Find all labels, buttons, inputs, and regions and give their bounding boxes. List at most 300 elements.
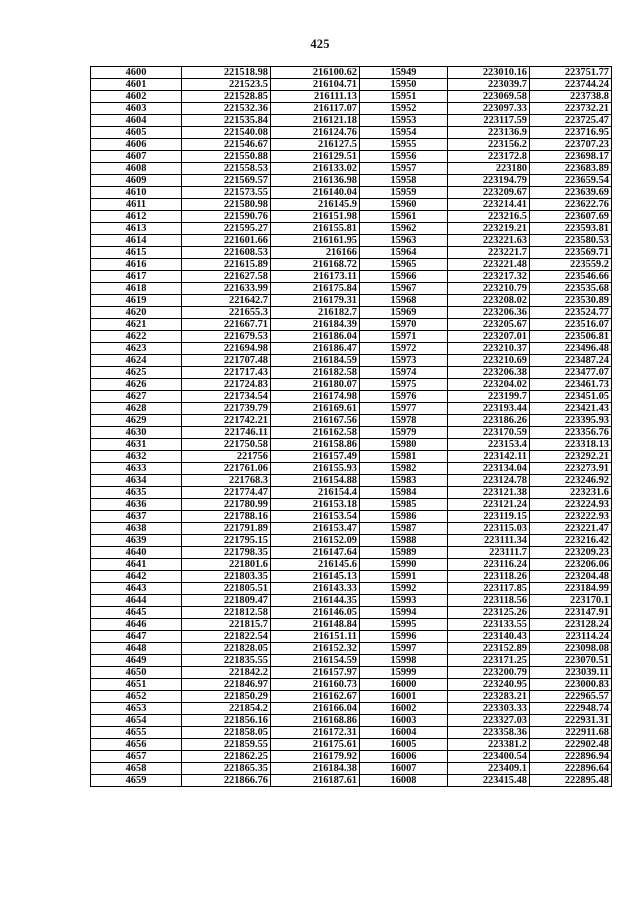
table-row <box>91 295 612 307</box>
table-cell-y-coordinate: 216117.07 <box>271 103 360 115</box>
table-cell-point-id: 15973 <box>360 355 448 367</box>
table-cell-point-id: 4612 <box>91 211 182 223</box>
table-row <box>91 583 612 595</box>
table-cell-x-coordinate: 223206.36 <box>448 307 530 319</box>
table-row <box>91 271 612 283</box>
table-cell-point-id: 15983 <box>360 475 448 487</box>
table-cell-y-coordinate: 216153.47 <box>271 523 360 535</box>
table-cell-point-id: 4605 <box>91 127 182 139</box>
table-cell-y-coordinate: 216154.59 <box>271 655 360 667</box>
table-cell-y-coordinate: 223698.17 <box>530 151 612 163</box>
table-cell-x-coordinate: 223153.4 <box>448 439 530 451</box>
table-row <box>91 427 612 439</box>
table-cell-x-coordinate: 221746.11 <box>182 427 271 439</box>
table-cell-x-coordinate: 221798.35 <box>182 547 271 559</box>
table-cell-x-coordinate: 221835.55 <box>182 655 271 667</box>
table-cell-x-coordinate: 221803.35 <box>182 571 271 583</box>
table-cell-point-id: 15974 <box>360 367 448 379</box>
table-cell-y-coordinate: 216179.31 <box>271 295 360 307</box>
table-cell-x-coordinate: 223069.58 <box>448 91 530 103</box>
table-row <box>91 223 612 235</box>
table-cell-y-coordinate: 222911.68 <box>530 727 612 739</box>
table-cell-x-coordinate: 223358.36 <box>448 727 530 739</box>
table-cell-y-coordinate: 216148.84 <box>271 619 360 631</box>
table-cell-point-id: 4608 <box>91 163 182 175</box>
table-cell-y-coordinate: 216136.98 <box>271 175 360 187</box>
table-cell-y-coordinate: 216179.92 <box>271 751 360 763</box>
table-row <box>91 319 612 331</box>
table-row <box>91 343 612 355</box>
table-row <box>91 307 612 319</box>
table-cell-y-coordinate: 223569.71 <box>530 247 612 259</box>
table-cell-point-id: 4627 <box>91 391 182 403</box>
table-cell-y-coordinate: 223147.91 <box>530 607 612 619</box>
table-cell-x-coordinate: 223115.03 <box>448 523 530 535</box>
table-cell-y-coordinate: 223039.11 <box>530 667 612 679</box>
table-cell-point-id: 15958 <box>360 175 448 187</box>
table-cell-x-coordinate: 223111.34 <box>448 535 530 547</box>
table-cell-point-id: 16007 <box>360 763 448 775</box>
table-cell-x-coordinate: 223171.25 <box>448 655 530 667</box>
table-cell-point-id: 15997 <box>360 643 448 655</box>
table-cell-y-coordinate: 216152.32 <box>271 643 360 655</box>
table-cell-point-id: 16001 <box>360 691 448 703</box>
table-row <box>91 775 612 787</box>
table-cell-point-id: 4611 <box>91 199 182 211</box>
table-cell-y-coordinate: 216121.18 <box>271 115 360 127</box>
table-row <box>91 391 612 403</box>
table-cell-point-id: 15978 <box>360 415 448 427</box>
table-cell-y-coordinate: 223216.42 <box>530 535 612 547</box>
table-cell-point-id: 4616 <box>91 259 182 271</box>
table-row <box>91 283 612 295</box>
table-cell-x-coordinate: 221707.48 <box>182 355 271 367</box>
table-cell-x-coordinate: 223381.2 <box>448 739 530 751</box>
table-cell-x-coordinate: 223303.33 <box>448 703 530 715</box>
table-cell-y-coordinate: 223206.06 <box>530 559 612 571</box>
table-cell-x-coordinate: 221768.3 <box>182 475 271 487</box>
table-row <box>91 703 612 715</box>
table-cell-x-coordinate: 223214.41 <box>448 199 530 211</box>
table-cell-point-id: 4613 <box>91 223 182 235</box>
table-cell-point-id: 16008 <box>360 775 448 787</box>
table-cell-x-coordinate: 221780.99 <box>182 499 271 511</box>
table-cell-x-coordinate: 223136.9 <box>448 127 530 139</box>
table-cell-y-coordinate: 216151.11 <box>271 631 360 643</box>
table-row <box>91 175 612 187</box>
table-cell-point-id: 4641 <box>91 559 182 571</box>
table-cell-point-id: 4610 <box>91 187 182 199</box>
table-cell-y-coordinate: 222896.94 <box>530 751 612 763</box>
table-cell-x-coordinate: 221550.88 <box>182 151 271 163</box>
table-cell-x-coordinate: 221750.58 <box>182 439 271 451</box>
table-cell-x-coordinate: 221608.53 <box>182 247 271 259</box>
table-cell-y-coordinate: 216162.58 <box>271 427 360 439</box>
table-cell-y-coordinate: 216173.11 <box>271 271 360 283</box>
table-cell-point-id: 16004 <box>360 727 448 739</box>
table-cell-point-id: 4600 <box>91 67 182 79</box>
table-row <box>91 451 612 463</box>
table-cell-x-coordinate: 221535.84 <box>182 115 271 127</box>
table-cell-point-id: 4623 <box>91 343 182 355</box>
table-cell-y-coordinate: 223231.6 <box>530 487 612 499</box>
table-cell-x-coordinate: 221558.53 <box>182 163 271 175</box>
table-cell-y-coordinate: 223716.95 <box>530 127 612 139</box>
table-row <box>91 403 612 415</box>
table-cell-x-coordinate: 221655.3 <box>182 307 271 319</box>
table-cell-point-id: 4618 <box>91 283 182 295</box>
table-cell-x-coordinate: 221742.21 <box>182 415 271 427</box>
table-cell-x-coordinate: 221569.57 <box>182 175 271 187</box>
table-cell-x-coordinate: 223156.2 <box>448 139 530 151</box>
table-cell-y-coordinate: 223622.76 <box>530 199 612 211</box>
table-cell-x-coordinate: 221601.66 <box>182 235 271 247</box>
table-cell-x-coordinate: 223121.38 <box>448 487 530 499</box>
table-cell-x-coordinate: 223134.04 <box>448 463 530 475</box>
table-cell-point-id: 4619 <box>91 295 182 307</box>
table-cell-point-id: 15967 <box>360 283 448 295</box>
table-cell-y-coordinate: 216186.04 <box>271 331 360 343</box>
table-cell-y-coordinate: 223170.1 <box>530 595 612 607</box>
table-cell-y-coordinate: 223751.77 <box>530 67 612 79</box>
table-cell-x-coordinate: 223217.32 <box>448 271 530 283</box>
table-cell-y-coordinate: 223725.47 <box>530 115 612 127</box>
table-cell-x-coordinate: 223117.85 <box>448 583 530 595</box>
table-row <box>91 571 612 583</box>
table-cell-y-coordinate: 223224.93 <box>530 499 612 511</box>
table-cell-point-id: 15957 <box>360 163 448 175</box>
table-cell-y-coordinate: 223516.07 <box>530 319 612 331</box>
table-cell-point-id: 15979 <box>360 427 448 439</box>
table-row <box>91 559 612 571</box>
table-cell-point-id: 4653 <box>91 703 182 715</box>
table-cell-point-id: 15985 <box>360 499 448 511</box>
table-row <box>91 643 612 655</box>
table-cell-x-coordinate: 221859.55 <box>182 739 271 751</box>
table-cell-point-id: 15955 <box>360 139 448 151</box>
table-row <box>91 619 612 631</box>
table-cell-x-coordinate: 223415.48 <box>448 775 530 787</box>
table-cell-y-coordinate: 223421.43 <box>530 403 612 415</box>
table-cell-x-coordinate: 223221.48 <box>448 259 530 271</box>
table-cell-x-coordinate: 223327.03 <box>448 715 530 727</box>
table-cell-point-id: 15954 <box>360 127 448 139</box>
table-cell-x-coordinate: 221739.79 <box>182 403 271 415</box>
table-cell-x-coordinate: 221809.47 <box>182 595 271 607</box>
table-cell-x-coordinate: 221828.05 <box>182 643 271 655</box>
table-cell-y-coordinate: 223683.89 <box>530 163 612 175</box>
table-row <box>91 727 612 739</box>
table-cell-point-id: 15990 <box>360 559 448 571</box>
table-cell-y-coordinate: 223461.73 <box>530 379 612 391</box>
table-cell-x-coordinate: 223119.15 <box>448 511 530 523</box>
table-cell-x-coordinate: 221540.08 <box>182 127 271 139</box>
table-cell-y-coordinate: 216166 <box>271 247 360 259</box>
table-row <box>91 535 612 547</box>
table-cell-x-coordinate: 221812.58 <box>182 607 271 619</box>
table-cell-point-id: 4609 <box>91 175 182 187</box>
table-cell-x-coordinate: 221850.29 <box>182 691 271 703</box>
table-row <box>91 547 612 559</box>
table-cell-x-coordinate: 223205.67 <box>448 319 530 331</box>
table-row <box>91 187 612 199</box>
table-cell-y-coordinate: 216153.54 <box>271 511 360 523</box>
table-cell-point-id: 4603 <box>91 103 182 115</box>
table-cell-x-coordinate: 221761.06 <box>182 463 271 475</box>
table-cell-y-coordinate: 223128.24 <box>530 619 612 631</box>
coordinates-table <box>90 66 612 787</box>
table-cell-y-coordinate: 223098.08 <box>530 643 612 655</box>
table-cell-point-id: 4655 <box>91 727 182 739</box>
table-cell-x-coordinate: 221734.54 <box>182 391 271 403</box>
table-cell-point-id: 15986 <box>360 511 448 523</box>
table-cell-point-id: 4602 <box>91 91 182 103</box>
table-row <box>91 679 612 691</box>
table-cell-y-coordinate: 223273.91 <box>530 463 612 475</box>
table-cell-y-coordinate: 222948.74 <box>530 703 612 715</box>
table-cell-y-coordinate: 216167.56 <box>271 415 360 427</box>
table-cell-x-coordinate: 221856.16 <box>182 715 271 727</box>
table-cell-point-id: 15949 <box>360 67 448 79</box>
table-cell-point-id: 4643 <box>91 583 182 595</box>
table-cell-x-coordinate: 221642.7 <box>182 295 271 307</box>
table-cell-x-coordinate: 221846.97 <box>182 679 271 691</box>
table-cell-y-coordinate: 216147.64 <box>271 547 360 559</box>
table-cell-y-coordinate: 223209.23 <box>530 547 612 559</box>
table-cell-y-coordinate: 222895.48 <box>530 775 612 787</box>
table-cell-point-id: 4607 <box>91 151 182 163</box>
table-cell-point-id: 4649 <box>91 655 182 667</box>
table-cell-x-coordinate: 221590.76 <box>182 211 271 223</box>
table-cell-y-coordinate: 216155.93 <box>271 463 360 475</box>
table-cell-y-coordinate: 223530.89 <box>530 295 612 307</box>
table-row <box>91 115 612 127</box>
table-cell-point-id: 4631 <box>91 439 182 451</box>
table-cell-point-id: 15998 <box>360 655 448 667</box>
table-cell-point-id: 15987 <box>360 523 448 535</box>
table-cell-x-coordinate: 221523.5 <box>182 79 271 91</box>
table-cell-point-id: 16005 <box>360 739 448 751</box>
table-cell-point-id: 15966 <box>360 271 448 283</box>
table-cell-point-id: 4633 <box>91 463 182 475</box>
table-cell-x-coordinate: 223170.59 <box>448 427 530 439</box>
table-row <box>91 595 612 607</box>
table-row <box>91 631 612 643</box>
table-row <box>91 415 612 427</box>
table-cell-y-coordinate: 223607.69 <box>530 211 612 223</box>
table-cell-point-id: 4626 <box>91 379 182 391</box>
table-cell-y-coordinate: 216104.71 <box>271 79 360 91</box>
table-row <box>91 91 612 103</box>
table-cell-y-coordinate: 216168.72 <box>271 259 360 271</box>
table-cell-x-coordinate: 223199.7 <box>448 391 530 403</box>
table-cell-y-coordinate: 216187.61 <box>271 775 360 787</box>
table-cell-y-coordinate: 216143.33 <box>271 583 360 595</box>
table-cell-y-coordinate: 216144.35 <box>271 595 360 607</box>
table-cell-y-coordinate: 223246.92 <box>530 475 612 487</box>
table-cell-x-coordinate: 221788.16 <box>182 511 271 523</box>
table-row <box>91 79 612 91</box>
table-cell-x-coordinate: 223140.43 <box>448 631 530 643</box>
table-cell-y-coordinate: 223000.83 <box>530 679 612 691</box>
table-row <box>91 151 612 163</box>
table-cell-point-id: 15952 <box>360 103 448 115</box>
table-cell-x-coordinate: 223180 <box>448 163 530 175</box>
table-row <box>91 763 612 775</box>
table-cell-y-coordinate: 223732.21 <box>530 103 612 115</box>
table-cell-point-id: 15993 <box>360 595 448 607</box>
table-cell-x-coordinate: 223210.69 <box>448 355 530 367</box>
table-cell-point-id: 4606 <box>91 139 182 151</box>
table-cell-x-coordinate: 221865.35 <box>182 763 271 775</box>
table-cell-y-coordinate: 223639.69 <box>530 187 612 199</box>
table-row <box>91 523 612 535</box>
table-cell-y-coordinate: 223659.54 <box>530 175 612 187</box>
table-cell-y-coordinate: 223451.05 <box>530 391 612 403</box>
table-cell-point-id: 4620 <box>91 307 182 319</box>
table-cell-y-coordinate: 216133.02 <box>271 163 360 175</box>
table-cell-x-coordinate: 223142.11 <box>448 451 530 463</box>
table-cell-point-id: 4617 <box>91 271 182 283</box>
table-cell-x-coordinate: 223400.54 <box>448 751 530 763</box>
table-cell-y-coordinate: 223292.21 <box>530 451 612 463</box>
table-cell-x-coordinate: 221791.89 <box>182 523 271 535</box>
table-cell-x-coordinate: 223210.79 <box>448 283 530 295</box>
table-cell-point-id: 4635 <box>91 487 182 499</box>
table-cell-point-id: 15963 <box>360 235 448 247</box>
table-cell-point-id: 15980 <box>360 439 448 451</box>
table-cell-y-coordinate: 223477.07 <box>530 367 612 379</box>
table-cell-y-coordinate: 216175.61 <box>271 739 360 751</box>
table-cell-point-id: 15999 <box>360 667 448 679</box>
table-cell-point-id: 4644 <box>91 595 182 607</box>
table-cell-x-coordinate: 221858.05 <box>182 727 271 739</box>
table-cell-x-coordinate: 223210.37 <box>448 343 530 355</box>
table-cell-y-coordinate: 216145.13 <box>271 571 360 583</box>
table-cell-x-coordinate: 221756 <box>182 451 271 463</box>
table-row <box>91 379 612 391</box>
table-cell-x-coordinate: 223200.79 <box>448 667 530 679</box>
table-cell-y-coordinate: 216151.98 <box>271 211 360 223</box>
table-cell-point-id: 4654 <box>91 715 182 727</box>
table-cell-y-coordinate: 216129.51 <box>271 151 360 163</box>
table-cell-x-coordinate: 221724.83 <box>182 379 271 391</box>
table-cell-point-id: 4615 <box>91 247 182 259</box>
table-cell-point-id: 15962 <box>360 223 448 235</box>
table-cell-point-id: 15977 <box>360 403 448 415</box>
table-cell-x-coordinate: 221815.7 <box>182 619 271 631</box>
table-cell-x-coordinate: 221862.25 <box>182 751 271 763</box>
table-cell-point-id: 16003 <box>360 715 448 727</box>
table-cell-x-coordinate: 223010.16 <box>448 67 530 79</box>
table-cell-x-coordinate: 221595.27 <box>182 223 271 235</box>
table-cell-y-coordinate: 216124.76 <box>271 127 360 139</box>
table-cell-point-id: 4659 <box>91 775 182 787</box>
table-cell-y-coordinate: 216154.88 <box>271 475 360 487</box>
table-row <box>91 163 612 175</box>
table-cell-x-coordinate: 221532.36 <box>182 103 271 115</box>
table-cell-point-id: 4629 <box>91 415 182 427</box>
table-cell-point-id: 15960 <box>360 199 448 211</box>
table-cell-y-coordinate: 216145.9 <box>271 199 360 211</box>
table-cell-point-id: 4628 <box>91 403 182 415</box>
table-cell-point-id: 4614 <box>91 235 182 247</box>
table-cell-y-coordinate: 223222.93 <box>530 511 612 523</box>
table-cell-point-id: 4657 <box>91 751 182 763</box>
table-cell-point-id: 15989 <box>360 547 448 559</box>
table-cell-y-coordinate: 216154.4 <box>271 487 360 499</box>
table-row <box>91 487 612 499</box>
table-cell-point-id: 4625 <box>91 367 182 379</box>
table-cell-point-id: 15976 <box>360 391 448 403</box>
page-number: 425 <box>310 37 330 51</box>
table-cell-x-coordinate: 221795.15 <box>182 535 271 547</box>
table-cell-point-id: 4624 <box>91 355 182 367</box>
table-cell-y-coordinate: 223580.53 <box>530 235 612 247</box>
table-row <box>91 127 612 139</box>
table-cell-x-coordinate: 221679.53 <box>182 331 271 343</box>
table-cell-x-coordinate: 223221.63 <box>448 235 530 247</box>
table-cell-point-id: 4646 <box>91 619 182 631</box>
table-cell-x-coordinate: 223116.24 <box>448 559 530 571</box>
table-cell-x-coordinate: 221573.55 <box>182 187 271 199</box>
table-cell-x-coordinate: 223186.26 <box>448 415 530 427</box>
table-row <box>91 667 612 679</box>
table-cell-y-coordinate: 216140.04 <box>271 187 360 199</box>
table-cell-y-coordinate: 216182.58 <box>271 367 360 379</box>
table-row <box>91 211 612 223</box>
table-row <box>91 235 612 247</box>
table-row <box>91 739 612 751</box>
table-cell-point-id: 4638 <box>91 523 182 535</box>
table-cell-y-coordinate: 216166.04 <box>271 703 360 715</box>
table-cell-y-coordinate: 216184.38 <box>271 763 360 775</box>
table-cell-y-coordinate: 216160.73 <box>271 679 360 691</box>
table-cell-y-coordinate: 216153.18 <box>271 499 360 511</box>
table-cell-point-id: 15994 <box>360 607 448 619</box>
table-cell-y-coordinate: 216180.07 <box>271 379 360 391</box>
table-row <box>91 715 612 727</box>
table-cell-point-id: 4636 <box>91 499 182 511</box>
table-cell-point-id: 15972 <box>360 343 448 355</box>
table-cell-point-id: 15996 <box>360 631 448 643</box>
table-cell-x-coordinate: 221801.6 <box>182 559 271 571</box>
coordinates-table-body <box>91 67 612 787</box>
table-cell-point-id: 4622 <box>91 331 182 343</box>
table-cell-x-coordinate: 223209.67 <box>448 187 530 199</box>
table-cell-point-id: 15991 <box>360 571 448 583</box>
table-cell-point-id: 4650 <box>91 667 182 679</box>
table-cell-point-id: 15969 <box>360 307 448 319</box>
table-cell-point-id: 4601 <box>91 79 182 91</box>
table-cell-point-id: 4647 <box>91 631 182 643</box>
table-cell-point-id: 15982 <box>360 463 448 475</box>
table-cell-y-coordinate: 216169.61 <box>271 403 360 415</box>
table-cell-x-coordinate: 223207.01 <box>448 331 530 343</box>
table-cell-x-coordinate: 223216.5 <box>448 211 530 223</box>
table-cell-point-id: 4651 <box>91 679 182 691</box>
table-cell-x-coordinate: 221580.98 <box>182 199 271 211</box>
table-cell-x-coordinate: 223125.26 <box>448 607 530 619</box>
table-cell-point-id: 4630 <box>91 427 182 439</box>
table-cell-point-id: 15970 <box>360 319 448 331</box>
table-cell-y-coordinate: 223184.99 <box>530 583 612 595</box>
table-cell-x-coordinate: 221528.85 <box>182 91 271 103</box>
table-cell-x-coordinate: 223121.24 <box>448 499 530 511</box>
table-cell-point-id: 4604 <box>91 115 182 127</box>
table-cell-y-coordinate: 216161.95 <box>271 235 360 247</box>
table-cell-x-coordinate: 221822.54 <box>182 631 271 643</box>
